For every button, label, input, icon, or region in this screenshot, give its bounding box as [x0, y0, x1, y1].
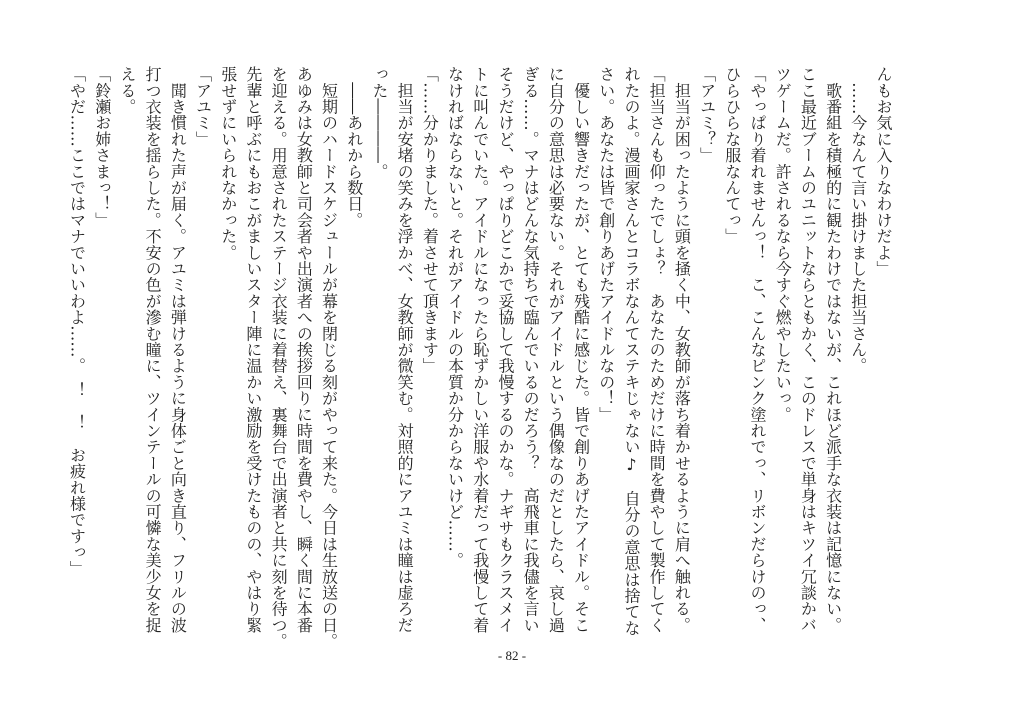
text-line: 担当が困ったように頭を掻く中、女教師が落ち着かせるように肩へ触れる。 [672, 66, 692, 633]
page-number: - 82 - [497, 648, 527, 663]
text-line: 先輩と呼ぶにもおこがましいスター陣に温かい激励を受けたものの、やはり緊 [243, 66, 263, 633]
text-line: 優しい響きだったが、とても残酷に感じた。皆で創りあげたアイドル。そこ [571, 66, 591, 633]
text-line: 「アユミ？」 [697, 66, 717, 164]
text-line: んもお気に入りなわけだよ」 [874, 66, 893, 277]
text-line: 聞き慣れた声が届く。アユミは弾けるように身体ごと向き直り、フリルの波 [168, 66, 188, 633]
text-line: ――あれから数日。 [344, 66, 364, 228]
text-line: に自分の意思は必要ない。それがアイドルという偶像なのだとしたら、哀し過 [546, 66, 566, 633]
text-line: 歌番組を積極的に観たわけではないが、これほど派手な衣装は記憶にない。 [823, 66, 843, 633]
text-line: 「やだ……ここではマナでいいわよ……。 ！ ！ お疲れ様ですっ」 [67, 66, 87, 577]
text-line: さい。あなたは皆で創りあげたアイドルなの！」 [596, 66, 616, 423]
text-line: 「アユミ」 [193, 66, 213, 147]
text-line: ひらひらな服なんてっ」 [722, 66, 742, 245]
text-line: 打つ衣装を揺らした。不安の色が滲む瞳に、ツインテールの可憐な美少女を捉 [143, 66, 163, 633]
text-line: そうだけど、やっぱりどこかで妥協して我慢するのかな。ナギサもクラスメイ [495, 66, 515, 633]
text-line: ぎる……。マナはどんな気持ちで臨んでいるのだろう？ 高飛車に我儘を言い [521, 66, 541, 633]
text-line: 「鈴瀬お姉さまっ！」 [92, 66, 112, 228]
text-line: 張せずにいられなかった。 [218, 66, 238, 261]
text-line: った――――。 [369, 66, 389, 180]
text-line: れたのよ。漫画家さんとコラボなんてステキじゃない♪ 自分の意思は捨てな [621, 66, 641, 636]
text-line: トに叫んでいた。アイドルになったら恥ずかしい洋服や水着だって我慢して着 [470, 66, 490, 633]
text-line: ここ最近ブームのユニットならともかく、このドレスで単身はキツイ冗談かバ [798, 66, 818, 633]
text-line: 「やっぱり着れませんっ！ こ、こんなピンク塗れでっ、リボンだらけのっ、 [747, 66, 767, 633]
text-line: 「担当さんも仰ったでしょ？ あなたのためだけに時間を費やして製作してく [647, 66, 667, 633]
text-line: 短期のハードスケジュールが幕を閉じる刻がやって来た。今日は生放送の日。 [319, 66, 339, 650]
text-line: なければならないと。それがアイドルの本質か分からないけど……。 [445, 66, 465, 569]
text-line: 「……分かりました。着させて頂きます」 [420, 66, 440, 374]
text-line: 担当が安堵の笑みを浮かべ、女教師が微笑む。対照的にアユミは瞳は虚ろだ [395, 66, 415, 633]
text-line: を迎える。用意されたステージ衣装に着替え、裏舞台で出演者と共に刻を待つ。 [269, 66, 289, 650]
text-line: ……今なんて言い掛けました担当さん。 [848, 66, 868, 374]
text-line: ツゲームだ。許されるなら今すぐ燃やしたいっ。 [773, 66, 793, 423]
text-line: える。 [117, 66, 137, 115]
vertical-text-body [64, 66, 896, 650]
text-line: あゆみは女教師と司会者や出演者への挨拶回りに時間を費やし、瞬く間に本番 [294, 66, 314, 633]
